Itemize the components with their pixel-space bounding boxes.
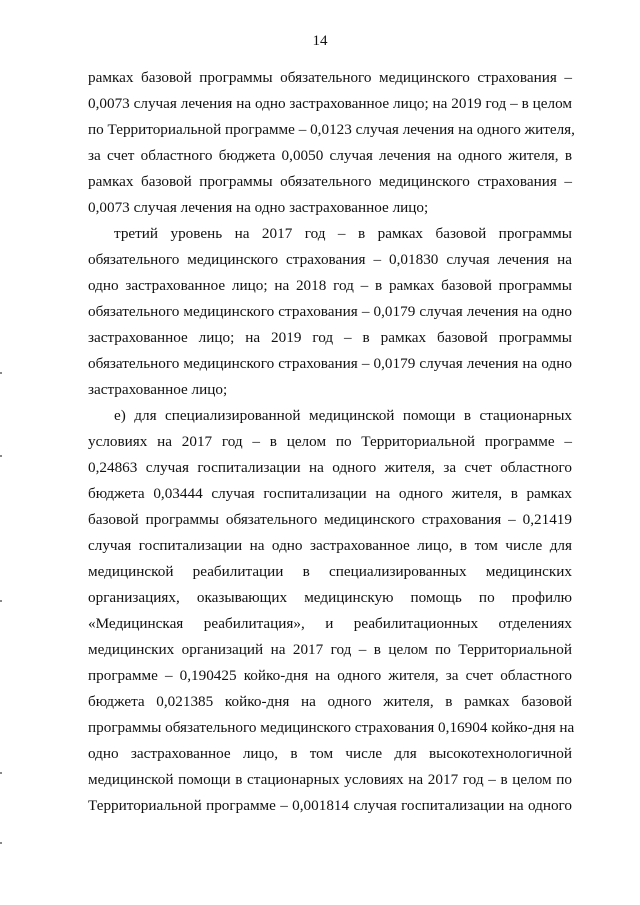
text-line: за счет областного бюджета 0,0050 случая лечения на одного жителя, в	[88, 147, 572, 164]
scan-edge-mark	[0, 842, 2, 844]
text-line: по Территориальной программе – 0,0123 случая лечения на одного жителя,	[88, 121, 575, 138]
text-line: е) для специализированной медицинской помощи в стационарных	[114, 407, 572, 424]
text-line: базовой программы обязательного медицинского страхования – 0,21419	[88, 511, 572, 528]
text-line: обязательного медицинского страхования – 0,0179 случая лечения на одно	[88, 303, 572, 320]
text-line: рамках базовой программы обязательного медицинского страхования –	[88, 69, 572, 86]
text-line: программе – 0,190425 койко-дня на одного жителя, за счет областного	[88, 667, 572, 684]
text-line: застрахованное лицо; на 2019 год – в рамках базовой программы	[88, 329, 572, 346]
scan-edge-mark	[0, 455, 2, 457]
scan-edge-mark	[0, 372, 2, 374]
text-line: условиях на 2017 год – в целом по Территориальной программе –	[88, 433, 572, 450]
text-line: 0,0073 случая лечения на одно застрахованное лицо; на 2019 год – в целом	[88, 95, 572, 112]
text-line: 0,24863 случая госпитализации на одного жителя, за счет областного	[88, 459, 572, 476]
text-line: застрахованное лицо;	[88, 381, 228, 398]
scan-edge-mark	[0, 772, 2, 774]
scan-edge-mark	[0, 600, 2, 602]
paragraph-third-level	[88, 221, 572, 403]
text-line: одно застрахованное лицо, в том числе для высокотехнологичной	[88, 745, 572, 762]
text-line: медицинской реабилитации в специализированных медицинских	[88, 563, 572, 580]
text-line: медицинских организаций на 2017 год – в целом по Территориальной	[88, 641, 572, 658]
text-line: случая госпитализации на одно застрахованное лицо, в том числе для	[88, 537, 572, 554]
text-line: одно застрахованное лицо; на 2018 год – в рамках базовой программы	[88, 277, 572, 294]
text-line: рамках базовой программы обязательного медицинского страхования –	[88, 173, 572, 190]
text-line: медицинской помощи в стационарных условиях на 2017 год – в целом по	[88, 771, 572, 788]
text-line: Территориальной программе – 0,001814 случая госпитализации на одного	[88, 797, 572, 814]
text-line: бюджета 0,03444 случая госпитализации на одного жителя, в рамках	[88, 485, 572, 502]
text-line: «Медицинская реабилитация», и реабилитационных отделениях	[88, 615, 572, 632]
text-line: организациях, оказывающих медицинскую помощь по профилю	[88, 589, 572, 606]
text-line: обязательного медицинского страхования – 0,0179 случая лечения на одно	[88, 355, 572, 372]
text-line: программы обязательного медицинского страхования 0,16904 койко-дня на	[88, 719, 575, 736]
text-line: бюджета 0,021385 койко-дня на одного жителя, в рамках базовой	[88, 693, 572, 710]
page-number: 14	[312, 33, 328, 49]
text-line: 0,0073 случая лечения на одно застрахованное лицо;	[88, 199, 429, 216]
text-line: третий уровень на 2017 год – в рамках базовой программы	[114, 225, 572, 242]
text-line: обязательного медицинского страхования – 0,01830 случая лечения на	[88, 251, 572, 268]
paragraph-item-e	[88, 403, 575, 819]
paragraph-continuation	[88, 65, 575, 221]
